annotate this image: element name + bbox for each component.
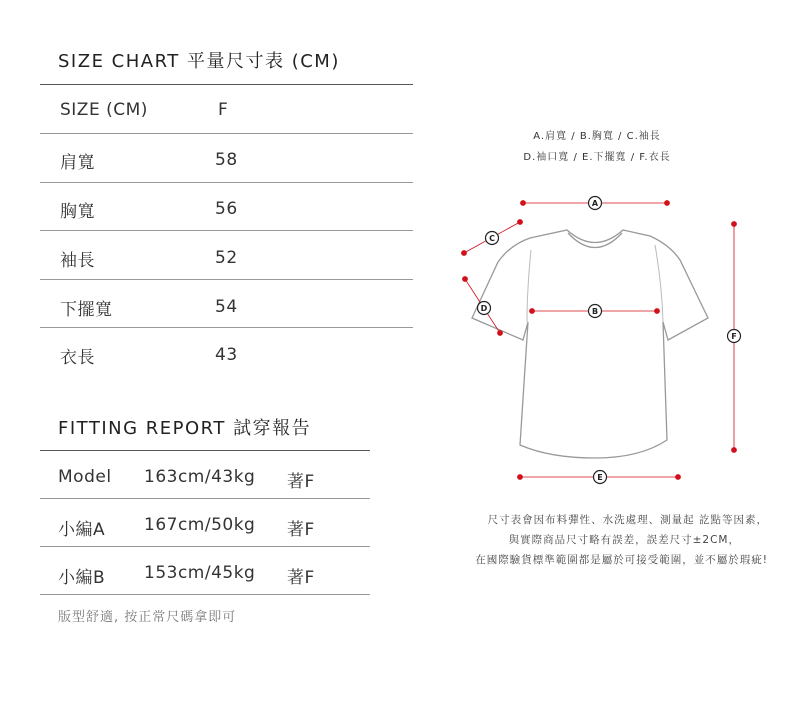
fitting-footnote: 版型舒適, 按正常尺碼拿即可 <box>58 610 237 625</box>
divider <box>40 327 413 328</box>
fitting-report-title: FITTING REPORT 試穿報告 <box>58 418 312 439</box>
size-header-label: SIZE (CM) <box>60 100 148 120</box>
label-badge-d <box>478 302 491 315</box>
svg-text:F: F <box>731 332 737 341</box>
svg-text:E: E <box>597 473 603 482</box>
endpoint-dot <box>521 201 526 206</box>
label-badge-c <box>486 232 499 245</box>
size-row-value: 43 <box>215 345 238 365</box>
size-row-label: 袖長 <box>60 251 95 271</box>
endpoint-dot <box>655 309 660 314</box>
endpoint-dot <box>676 475 681 480</box>
svg-text:A: A <box>591 199 599 208</box>
disclaimer-note <box>368 510 768 570</box>
divider <box>40 182 413 183</box>
divider <box>40 279 413 280</box>
fitting-size: 著F <box>287 472 315 492</box>
tshirt-collar <box>568 233 622 248</box>
divider <box>40 84 413 85</box>
endpoint-dot <box>530 309 535 314</box>
endpoint-dot <box>463 277 468 282</box>
endpoint-dot <box>732 222 737 227</box>
svg-text:B: B <box>591 307 599 316</box>
diagram-legend <box>467 126 727 168</box>
size-row-label: 肩寬 <box>60 153 95 173</box>
legend-line-1: A.肩寬 / B.胸寬 / C.袖長 <box>533 131 661 142</box>
divider <box>40 230 413 231</box>
fitting-name: 小編B <box>58 568 106 588</box>
size-row-value: 58 <box>215 150 238 170</box>
size-row-value: 56 <box>215 199 238 219</box>
fitting-measure: 167cm/50kg <box>144 515 256 535</box>
divider <box>40 498 370 499</box>
size-header-value: F <box>218 100 229 120</box>
legend-line-2: D.袖口寬 / E.下擺寬 / F.衣長 <box>523 152 671 163</box>
divider <box>40 594 370 595</box>
endpoint-dot <box>665 201 670 206</box>
endpoint-dot <box>732 448 737 453</box>
fitting-name: 小編A <box>58 520 106 540</box>
fitting-size: 著F <box>287 520 315 540</box>
label-badge-a <box>589 197 602 210</box>
fitting-size: 著F <box>287 568 315 588</box>
divider <box>40 450 370 451</box>
tshirt-outline <box>472 230 708 458</box>
tshirt-measurement-diagram <box>440 185 760 495</box>
size-row-label: 胸寬 <box>60 202 95 222</box>
size-row-value: 54 <box>215 297 238 317</box>
endpoint-dot <box>462 251 467 256</box>
disclaimer-line: 尺寸表會因布料彈性、水洗處理、測量起 訖點等因素， <box>487 514 768 526</box>
label-badge-b <box>589 305 602 318</box>
endpoint-dot <box>518 475 523 480</box>
disclaimer-line: 在國際驗貨標準範圍都是屬於可接受範圍，並不屬於瑕疵! <box>475 554 768 566</box>
fitting-measure: 163cm/43kg <box>144 467 256 487</box>
endpoint-dot <box>518 220 523 225</box>
fitting-measure: 153cm/45kg <box>144 563 256 583</box>
endpoint-dot <box>498 331 503 336</box>
disclaimer-line: 與實際商品尺寸略有誤差，誤差尺寸±2CM， <box>508 534 740 546</box>
label-badge-e <box>594 471 607 484</box>
fitting-name: Model <box>58 467 112 487</box>
svg-text:C: C <box>489 234 495 243</box>
divider <box>40 133 413 134</box>
svg-text:D: D <box>480 304 488 313</box>
size-row-value: 52 <box>215 248 238 268</box>
size-row-label: 衣長 <box>60 348 95 368</box>
label-badge-f <box>728 330 741 343</box>
size-chart-title: SIZE CHART 平量尺寸表 (CM) <box>58 51 340 72</box>
size-row-label: 下擺寬 <box>60 300 113 320</box>
divider <box>40 546 370 547</box>
